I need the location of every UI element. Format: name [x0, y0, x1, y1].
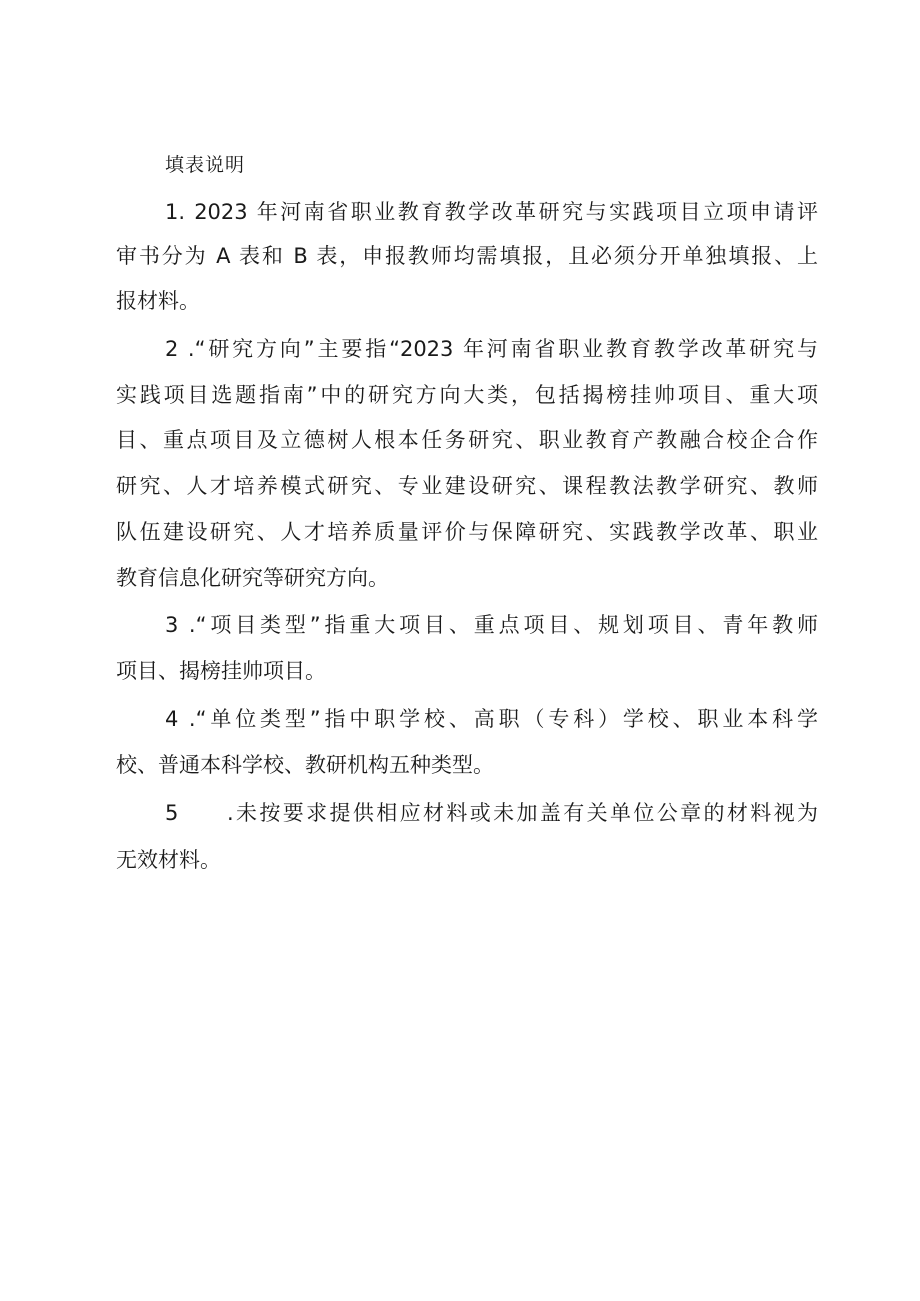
item-4-line-2: 校、普通本科学校、教研机构五种类型。 [116, 753, 494, 777]
item-1-line-3: 报材料。 [116, 289, 200, 313]
item-5-line-2: 无效材料。 [116, 848, 221, 872]
item-2-line-6: 教育信息化研究等研究方向。 [116, 566, 389, 590]
item-4-line-1: 4 .“单位类型”指中职学校、高职（专科）学校、职业本科学 [165, 707, 818, 731]
item-2-line-1: 2 .“研究方向”主要指“2023 年河南省职业教育教学改革研究与 [165, 337, 818, 361]
document-title: 填表说明 [165, 154, 246, 176]
item-1-line-1: 1. 2023 年河南省职业教育教学改革研究与实践项目立项申请评 [165, 200, 818, 224]
item-5-number: 5 [165, 801, 179, 825]
item-3-line-2: 项目、揭榜挂帅项目。 [116, 659, 326, 683]
item-5-line-1 [165, 798, 818, 828]
item-2-line-4: 研究、人才培养模式研究、专业建设研究、课程教法教学研究、教师 [116, 474, 818, 498]
item-2-line-2: 实践项目选题指南”中的研究方向大类，包括揭榜挂帅项目、重大项 [116, 383, 818, 407]
item-3-line-1: 3 .“项目类型”指重大项目、重点项目、规划项目、青年教师 [165, 613, 818, 637]
item-2-line-3: 目、重点项目及立德树人根本任务研究、职业教育产教融合校企合作 [116, 428, 818, 452]
item-1-line-2: 审书分为 A 表和 B 表，申报教师均需填报，且必须分开单独填报、上 [116, 244, 818, 268]
item-2-line-5: 队伍建设研究、人才培养质量评价与保障研究、实践教学改革、职业 [116, 520, 818, 544]
item-5-line-1-text: .未按要求提供相应材料或未加盖有关单位公章的材料视为 [227, 801, 818, 825]
